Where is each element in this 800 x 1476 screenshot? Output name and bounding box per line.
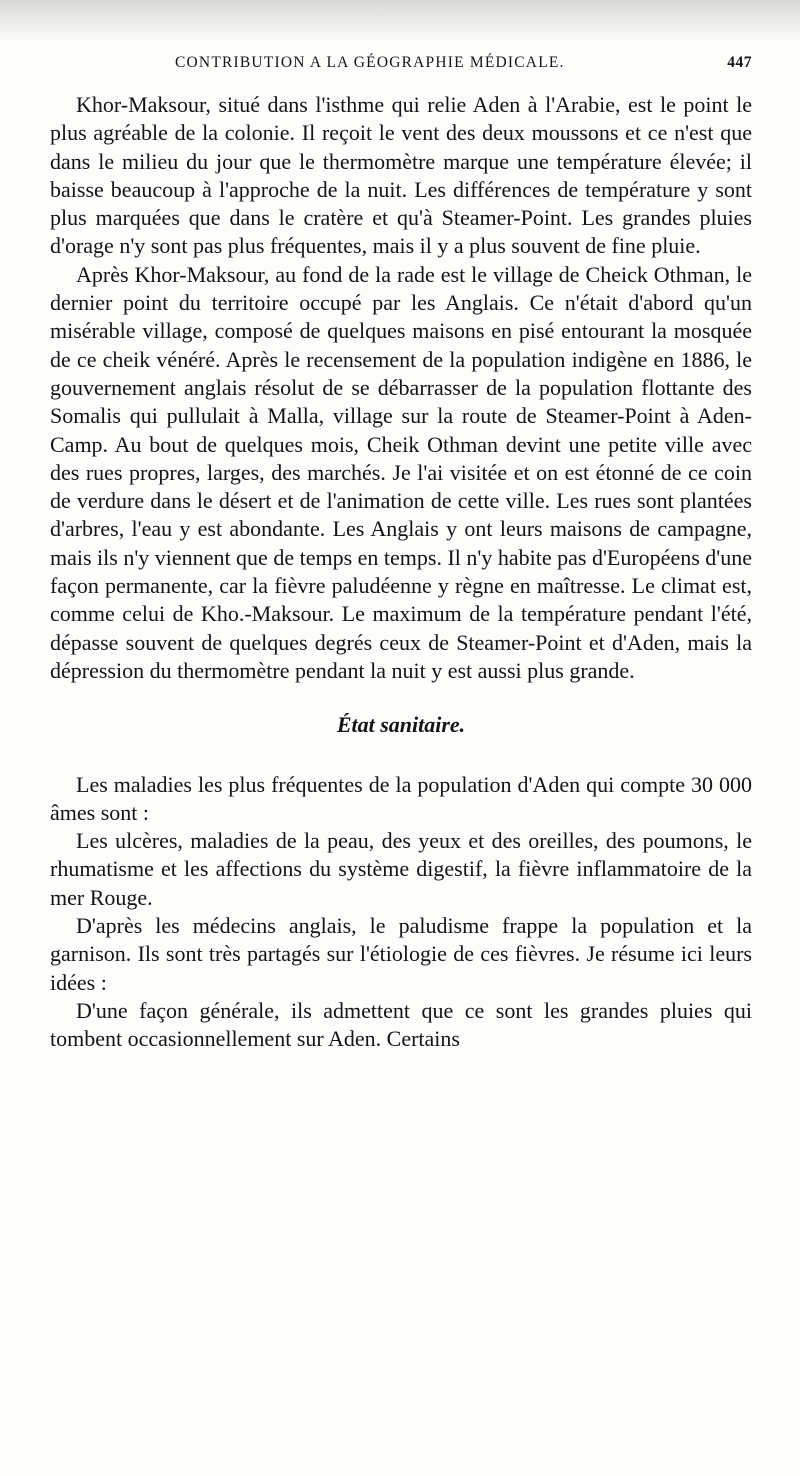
running-head <box>50 54 752 84</box>
running-head-title: CONTRIBUTION A LA GÉOGRAPHIE MÉDICALE. <box>175 54 565 71</box>
page-number: 447 <box>727 54 752 71</box>
paragraph-maladies: Les maladies les plus fréquentes de la population d'Aden qui compte 30 000 âmes sont : <box>50 771 752 825</box>
paragraph-khor-maksour: Khor-Maksour, situé dans l'isthme qui relie Aden à l'Arabie, est le point le plus agréable de la colonie. Il reçoit le vent des deux moussons et ce n'est que dans le milieu du jour que le thermomètre marque une température élevée; il baisse beaucoup à l'approche de la nuit. Les différences de température y sont plus marquées que dans le cratère et qu'à Steamer-Point. Les grandes pluies d'orage n'y sont pas plus fréquentes, mais il y a plus souvent de fine pluie. <box>50 92 752 259</box>
paragraph-ulceres: Les ulcères, maladies de la peau, des yeux et des oreilles, des poumons, le rhumatisme et les affections du système digestif, la fièvre inflammatoire de la mer Rouge. <box>50 828 752 910</box>
section-heading: État sanitaire. <box>336 712 466 738</box>
paragraph-grandes-pluies: D'une façon générale, ils admettent que ce sont les grandes pluies qui tombent occasionnellement sur Aden. Certains <box>50 997 752 1052</box>
paragraph-cheick-othman: Après Khor-Maksour, au fond de la rade est le village de Cheick Othman, le dernier point du territoire occupé par les Anglais. Ce n'était d'abord qu'un misérable village, composé de quelques maisons en pisé entourant la mosquée de ce cheik vénéré. Après le recensement de la population indigène en 1886, le gouvernement anglais résolut de se débarrasser de la population flottante des Somalis qui pullulait à Malla, village sur la route de Steamer-Point à Aden-Camp. Au bout de quelques mois, Cheik Othman devint une petite ville avec des rues propres, larges, des marchés. Je l'ai visitée et on est étonné de ce coin de verdure dans le désert et de l'animation de cette ville. Les rues sont plantées d'arbres, l'eau y est abondante. Les Anglais y ont leurs maisons de campagne, mais ils n'y viennent que de temps en temps. Il n'y habite pas d'Européens d'une façon permanente, car la fièvre paludéenne y règne en maîtresse. Le climat est, comme celui de Kho.-Maksour. Le maximum de la température pendant l'été, dépasse souvent de quelques degrés ceux de Steamer-Point et d'Aden, mais la dépression du thermomètre pendant la nuit y est aussi plus grande. <box>50 261 752 683</box>
body-text <box>50 91 752 1054</box>
paragraph-paludisme: D'après les médecins anglais, le paludisme frappe la population et la garnison. Ils sont très partagés sur l'étiologie de ces fièvres. Je résume ici leurs idées : <box>50 913 752 995</box>
